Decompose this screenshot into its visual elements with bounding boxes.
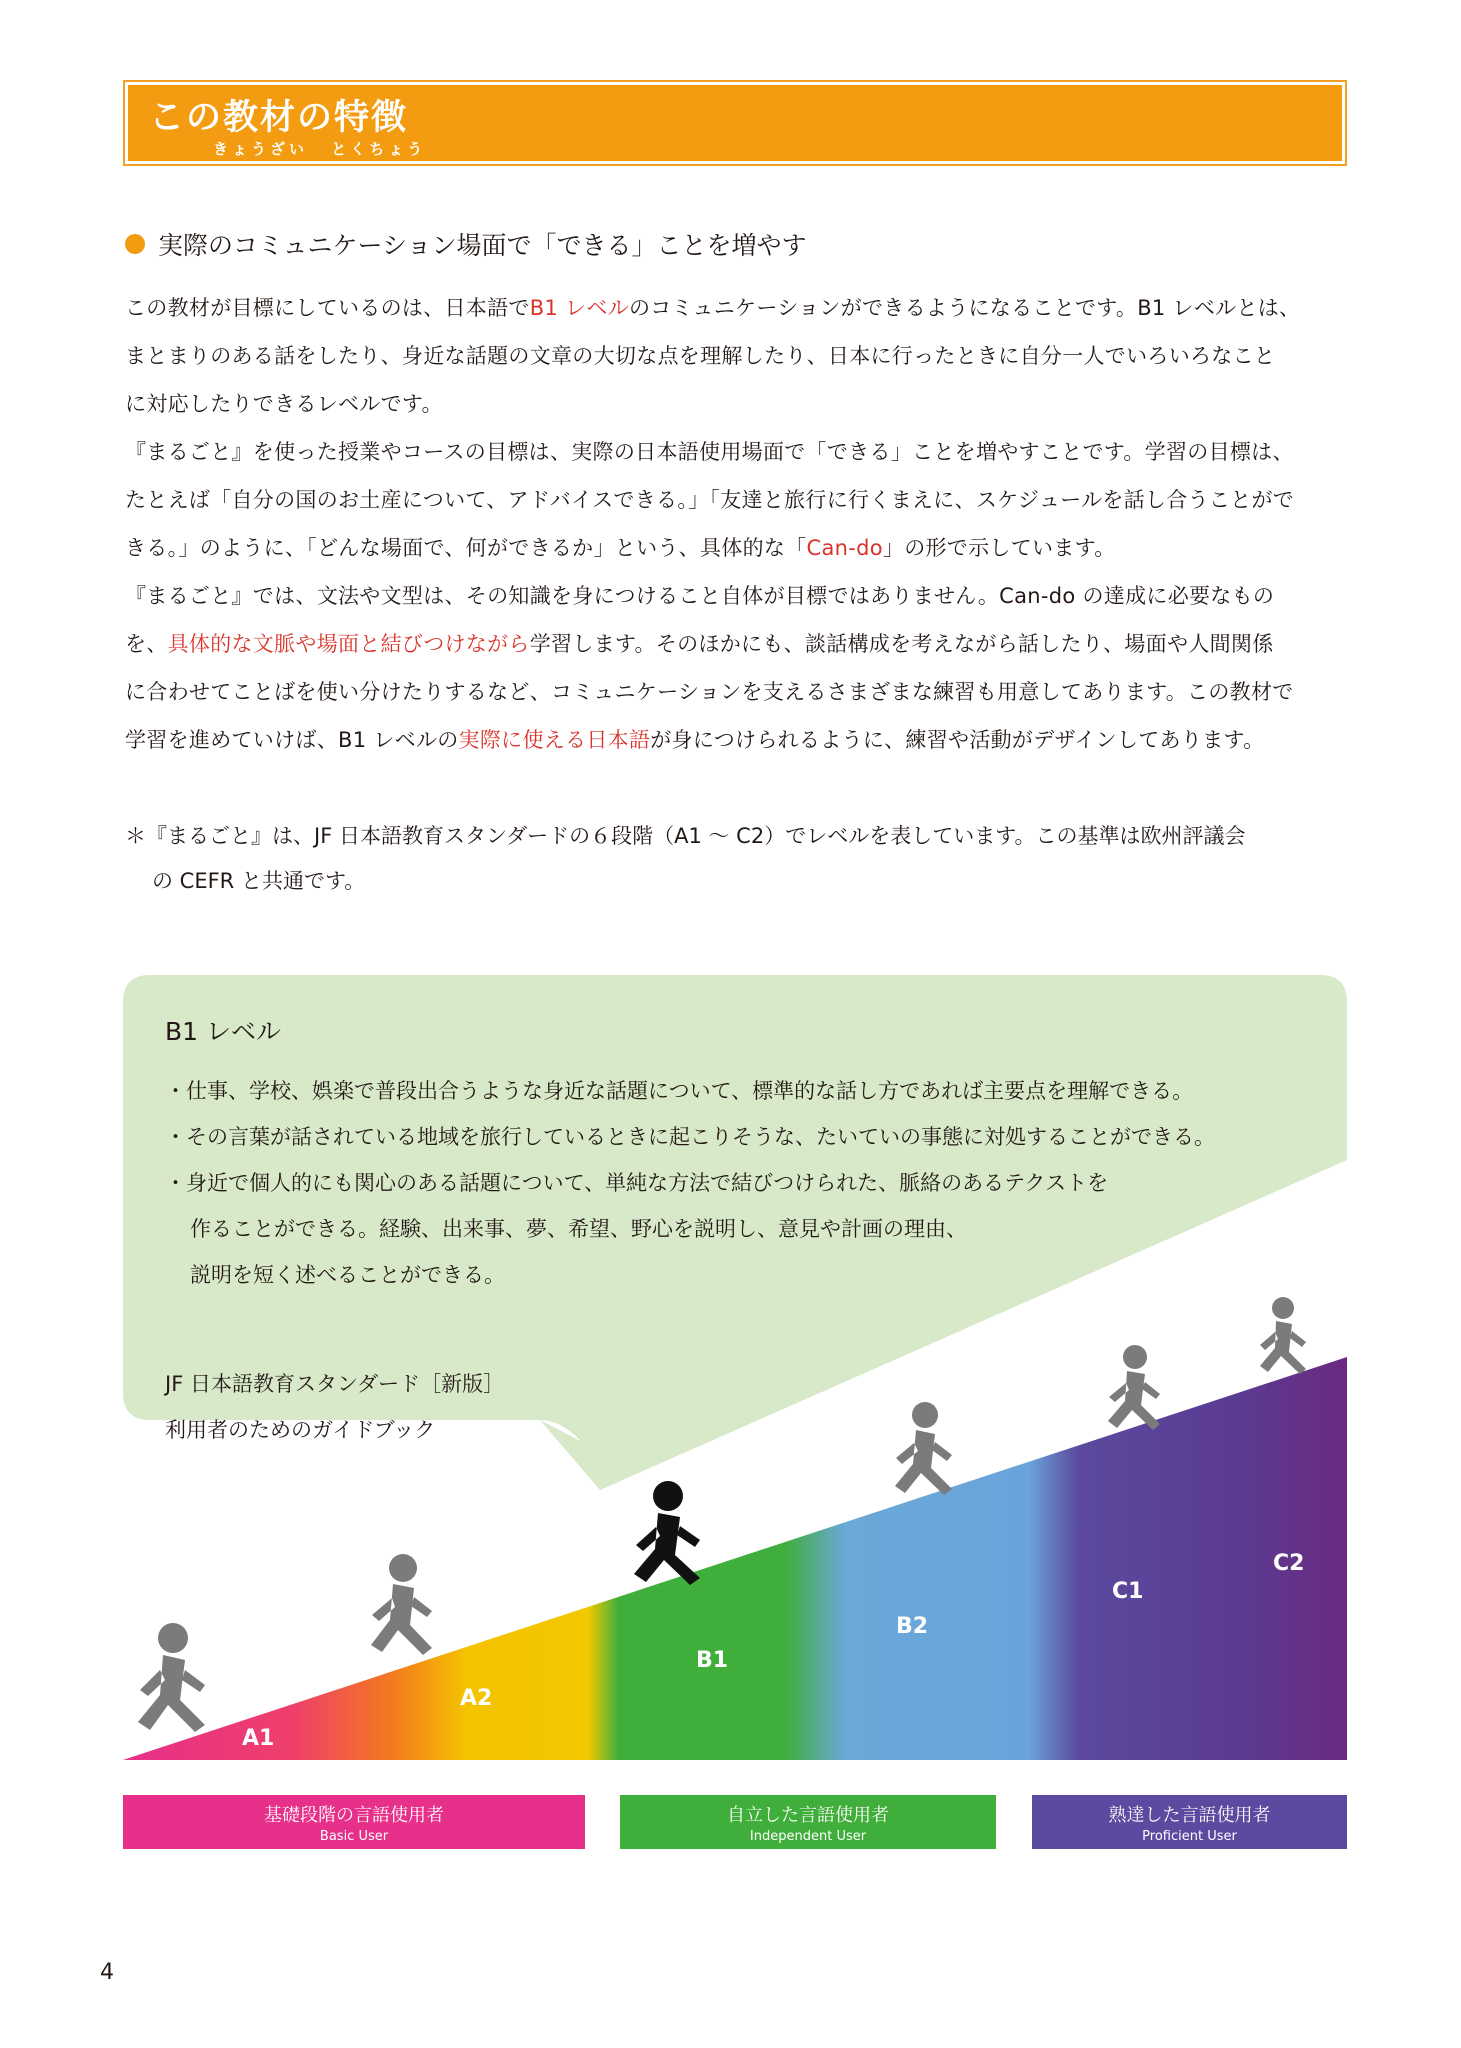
note-line-2: の CEFR と共通です。	[152, 869, 366, 893]
note-line-1: ＊『まるごと』は、JF 日本語教育スタンダードの６段階（A1 ～ C2）でレベルを表しています。この基準は欧州評議会	[125, 824, 1246, 848]
paragraph-line-2: まとまりのある話をしたり、身近な話題の文章の大切な点を理解したり、日本に行ったときに自分一人でいろいろなこと	[125, 344, 1276, 368]
paragraph-line-8: を、具体的な文脈や場面と結びつけながら学習します。そのほかにも、談話構成を考えながら話したり、場面や人間関係	[125, 632, 1274, 656]
runner-icon-c2	[1260, 1297, 1306, 1374]
basic-user-bar	[123, 1795, 585, 1849]
paragraph-line-5: たとえば「自分の国のお土産について、アドバイスできる。」「友達と旅行に行くまえに、スケジュールを話し合うことがで	[125, 488, 1295, 512]
independent-user-bar	[620, 1795, 996, 1849]
runner-icon-c1	[1108, 1345, 1160, 1430]
independent-user-en: Independent User	[749, 1829, 867, 1844]
basic-user-ja: 基礎段階の言語使用者	[264, 1805, 444, 1826]
runner-icon-b2	[895, 1402, 952, 1495]
runner-icon-b1	[634, 1481, 700, 1585]
b1-source-title: JF 日本語教育スタンダード［新版］	[165, 1372, 505, 1396]
highlight-cando: Can-do	[806, 536, 883, 560]
basic-user-en: Basic User	[319, 1829, 389, 1844]
paragraph-line-3: に対応したりできるレベルです。	[125, 392, 443, 416]
page-number: 4	[100, 1960, 114, 1985]
level-label-c2: C2	[1273, 1551, 1305, 1576]
level-label-b1: B1	[696, 1648, 729, 1673]
b1-item-3-cont: 作ることができる。経験、出来事、夢、希望、野心を説明し、意見や計画の理由、	[190, 1217, 967, 1241]
b1-item-1: ・仕事、学校、娯楽で普段出合うような身近な話題について、標準的な話し方であれば主要点を理解できる。	[165, 1079, 1194, 1103]
level-label-c1: C1	[1112, 1579, 1144, 1604]
paragraph-line-6: きる。」のように、「どんな場面で、何ができるか」という、具体的な「Can-do」の形で示しています。	[125, 536, 1116, 560]
runner-icon-a2	[371, 1554, 432, 1655]
highlight-practical: 実際に使える日本語	[458, 728, 651, 752]
section-heading: 実際のコミュニケーション場面で「できる」ことを増やす	[158, 231, 807, 260]
b1-item-2: ・その言葉が話されている地域を旅行しているときに起こりそうな、たいていの事態に対処することができる。	[165, 1125, 1215, 1149]
paragraph-line-4: 『まるごと』を使った授業やコースの目標は、実際の日本語使用場面で「できる」ことを増やすことです。学習の目標は、	[125, 440, 1294, 464]
paragraph-line-10: 学習を進めていけば、B1 レベルの実際に使える日本語が身につけられるように、練習や活動がデザインしてあります。	[125, 728, 1265, 752]
proficient-user-en: Proficient User	[1142, 1829, 1237, 1844]
paragraph-line-7: 『まるごと』では、文法や文型は、その知識を身につけること自体が目標ではありません。Can-do の達成に必要なもの	[125, 584, 1275, 608]
b1-source-subtitle: 利用者のためのガイドブック	[165, 1418, 436, 1442]
runner-icon-a1	[138, 1623, 205, 1732]
banner-title: この教材の特徴	[149, 98, 409, 138]
b1-box-title: B1 レベル	[165, 1017, 282, 1046]
level-label-a2: A2	[460, 1686, 493, 1711]
b1-item-3-end: 説明を短く述べることができる。	[190, 1263, 505, 1287]
level-label-b2: B2	[896, 1614, 929, 1639]
paragraph-line-9: に合わせてことばを使い分けたりするなど、コミュニケーションを支えるさまざまな練習も用意してあります。この教材で	[125, 680, 1294, 704]
level-label-a1: A1	[242, 1726, 275, 1751]
b1-item-3: ・身近で個人的にも関心のある話題について、単純な方法で結びつけられた、脈絡のあるテクストを	[165, 1171, 1109, 1195]
highlight-context: 具体的な文脈や場面と結びつけながら	[167, 632, 530, 656]
paragraph-line-1: この教材が目標にしているのは、日本語でB1 レベルのコミュニケーションができるようになることです。B1 レベルとは、	[125, 296, 1301, 320]
proficient-user-ja: 熟達した言語使用者	[1108, 1805, 1271, 1826]
proficient-user-bar	[1032, 1795, 1347, 1849]
independent-user-ja: 自立した言語使用者	[727, 1805, 889, 1826]
highlight-b1: B1 レベル	[529, 296, 629, 320]
banner-ruby: きょうざい とくちょう	[213, 140, 427, 158]
